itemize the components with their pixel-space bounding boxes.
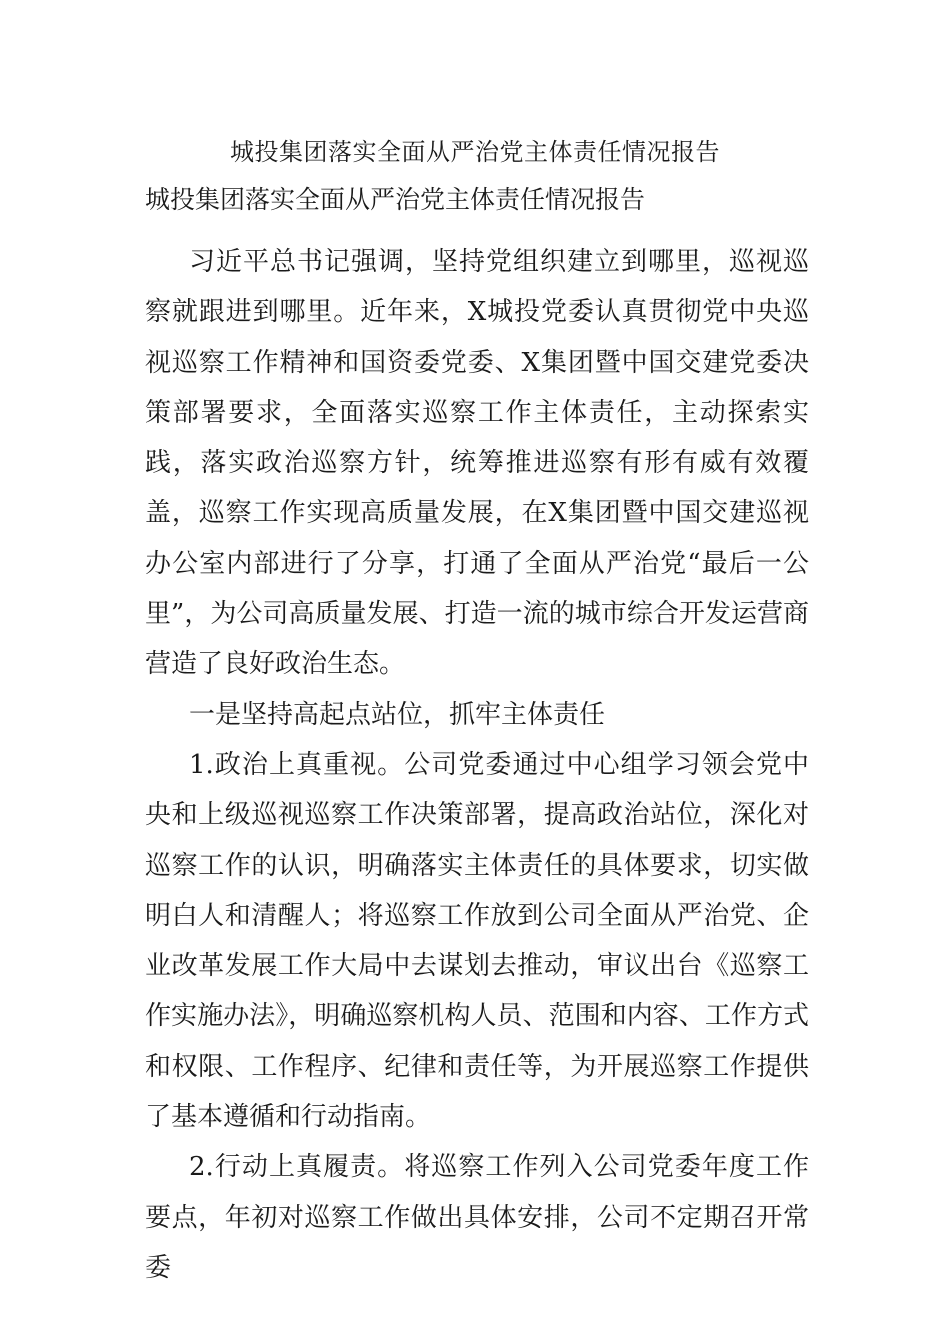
document-title: 城投集团落实全面从严治党主体责任情况报告 <box>230 138 720 166</box>
document-subtitle: 城投集团落实全面从严治党主体责任情况报告 <box>145 185 646 214</box>
document-body <box>145 183 809 1293</box>
intro-paragraph: 习近平总书记强调，坚持党组织建立到哪里，巡视巡察就跟进到哪里。近年来，X城投党委认真贯彻党中央巡视巡察工作精神和国资委党委、X集团暨中国交建党委决策部署要求，全面落实巡察工作主体责任，主动探索实践，落实政治巡察方针，统筹推进巡察有形有威有效覆盖，巡察工作实现高质量发展，在X集团暨中国交建巡视办公室内部进行了分享，打通了全面从严治党“最后一公里”，为公司高质量发展、打造一流的城市综合开发运营商营造了良好政治生态。 <box>145 247 809 680</box>
section-heading-1: 一是坚持高起点站位，抓牢主体责任 <box>189 699 606 730</box>
paragraph-political-attention: 1.政治上真重视。公司党委通过中心组学习领会党中央和上级巡视巡察工作决策部署，提高政治站位，深化对巡察工作的认识，明确落实主体责任的具体要求，切实做明白人和清醒人；将巡察工作放到公司全面从严治党、企业改革发展工作大局中去谋划去推动，审议出台《巡察工作实施办法》，明确巡察机构人员、范围和内容、工作方式和权限、工作程序、纪律和责任等，为开展巡察工作提供了基本遵循和行动指南。 <box>145 749 809 1133</box>
paragraph-action-duty: 2.行动上真履责。将巡察工作列入公司党委年度工作要点，年初对巡察工作做出具体安排，公司不定期召开常委 <box>145 1152 809 1283</box>
